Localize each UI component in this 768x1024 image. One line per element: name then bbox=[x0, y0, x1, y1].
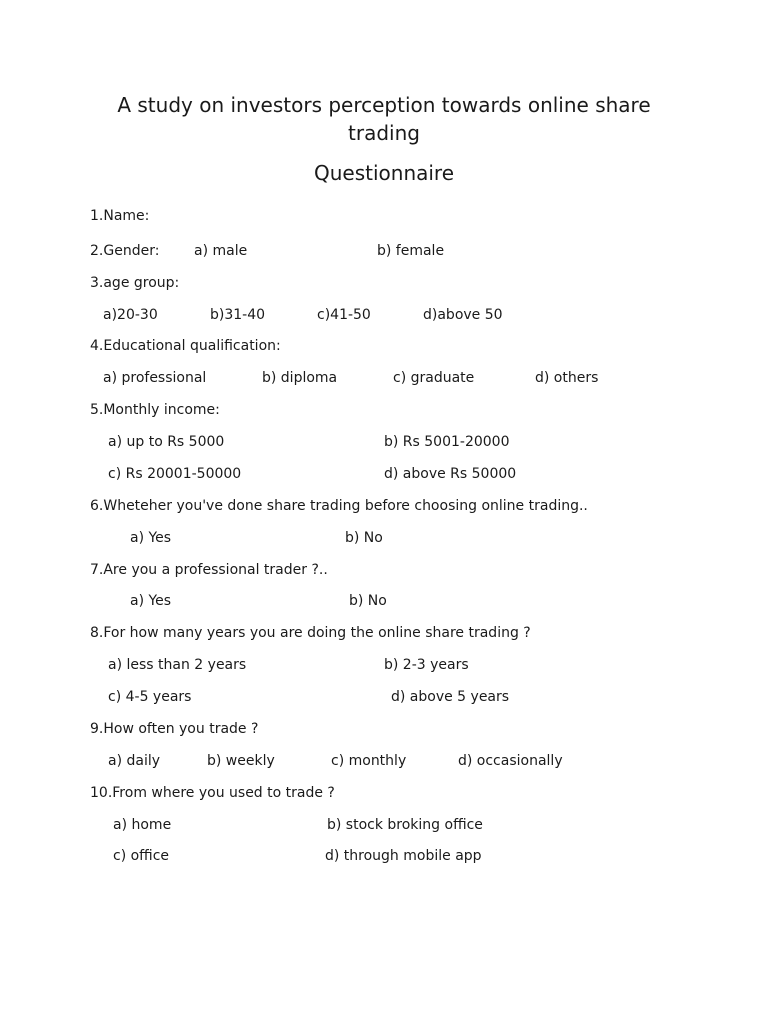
option-3a: a)20-30 bbox=[103, 307, 158, 323]
question-1-name: 1.Name: bbox=[90, 208, 150, 224]
option-8d: d) above 5 years bbox=[391, 689, 510, 705]
question-5-income: 5.Monthly income: bbox=[90, 402, 220, 418]
question-9-frequency: 9.How often you trade ? bbox=[90, 721, 259, 737]
option-10a: a) home bbox=[113, 817, 172, 833]
question-4-education: 4.Educational qualification: bbox=[90, 338, 281, 354]
option-10d: d) through mobile app bbox=[325, 848, 482, 864]
option-9c: c) monthly bbox=[331, 753, 407, 769]
option-8b: b) 2-3 years bbox=[384, 657, 469, 673]
option-4b: b) diploma bbox=[262, 370, 338, 386]
option-3b: b)31-40 bbox=[210, 307, 266, 323]
option-6a: a) Yes bbox=[130, 530, 172, 546]
option-5a: a) up to Rs 5000 bbox=[108, 434, 225, 450]
option-4a: a) professional bbox=[103, 370, 207, 386]
option-2b: b) female bbox=[377, 243, 445, 259]
questionnaire-heading: Questionnaire bbox=[313, 161, 455, 185]
option-3c: c)41-50 bbox=[317, 307, 371, 323]
question-6-prior-trading: 6.Wheteher you've done share trading before choosing online trading.. bbox=[90, 498, 588, 514]
option-5d: d) above Rs 50000 bbox=[384, 466, 517, 482]
option-3d: d)above 50 bbox=[423, 307, 503, 323]
document-title-line-2: trading bbox=[348, 121, 420, 145]
option-4c: c) graduate bbox=[393, 370, 475, 386]
document-title-line-1: A study on investors perception towards online share bbox=[117, 93, 651, 117]
option-7a: a) Yes bbox=[130, 593, 172, 609]
option-6b: b) No bbox=[345, 530, 383, 546]
question-8-years: 8.For how many years you are doing the online share trading ? bbox=[90, 625, 531, 641]
option-5b: b) Rs 5001-20000 bbox=[384, 434, 510, 450]
option-7b: b) No bbox=[349, 593, 387, 609]
option-2a: a) male bbox=[194, 243, 248, 259]
question-2-gender: 2.Gender: bbox=[90, 243, 160, 259]
option-10c: c) office bbox=[113, 848, 170, 864]
option-8c: c) 4-5 years bbox=[108, 689, 192, 705]
question-10-location: 10.From where you used to trade ? bbox=[90, 785, 335, 801]
option-4d: d) others bbox=[535, 370, 599, 386]
option-9b: b) weekly bbox=[207, 753, 275, 769]
option-9d: d) occasionally bbox=[458, 753, 563, 769]
question-7-professional: 7.Are you a professional trader ?.. bbox=[90, 562, 328, 578]
question-3-age-group: 3.age group: bbox=[90, 275, 180, 291]
option-9a: a) daily bbox=[108, 753, 161, 769]
option-5c: c) Rs 20001-50000 bbox=[108, 466, 242, 482]
option-10b: b) stock broking office bbox=[327, 817, 483, 833]
option-8a: a) less than 2 years bbox=[108, 657, 247, 673]
